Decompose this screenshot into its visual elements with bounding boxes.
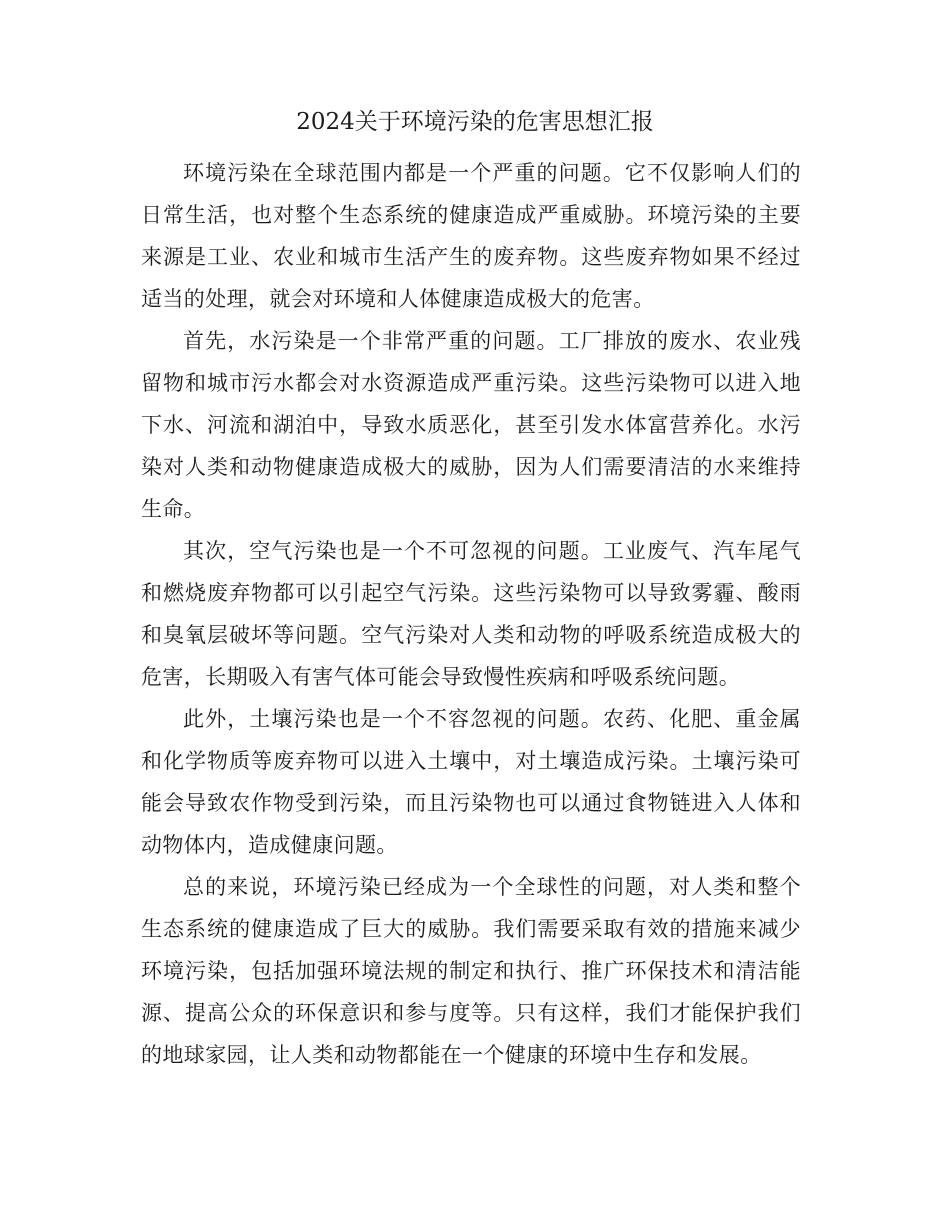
paragraph-water-pollution: 首先，水污染是一个非常严重的问题。工厂排放的废水、农业残留物和城市污水都会对水资源造成严重污染。这些污染物可以进入地下水、河流和湖泊中，导致水质恶化，甚至引发水体富营养化。水污染对人类和动物健康造成极大的威胁，因为人们需要清洁的水来维持生命。 (141, 329, 801, 521)
document-title: 2024关于环境污染的危害思想汇报 (296, 109, 654, 135)
paragraph-intro: 环境污染在全球范围内都是一个严重的问题。它不仅影响人们的日常生活，也对整个生态系统的健康造成严重威胁。环境污染的主要来源是工业、农业和城市生活产生的废弃物。这些废弃物如果不经过适当的处理，就会对环境和人体健康造成极大的危害。 (141, 161, 801, 311)
paragraph-soil-pollution: 此外，土壤污染也是一个不容忽视的问题。农药、化肥、重金属和化学物质等废弃物可以进入土壤中，对土壤造成污染。土壤污染可能会导致农作物受到污染，而且污染物也可以通过食物链进入人体和动物体内，造成健康问题。 (141, 707, 801, 857)
paragraph-conclusion: 总的来说，环境污染已经成为一个全球性的问题，对人类和整个生态系统的健康造成了巨大的威胁。我们需要采取有效的措施来减少环境污染，包括加强环境法规的制定和执行、推广环保技术和清洁能源、提高公众的环保意识和参与度等。只有这样，我们才能保护我们的地球家园，让人类和动物都能在一个健康的环境中生存和发展。 (141, 875, 801, 1067)
document-body (141, 152, 801, 1076)
paragraph-air-pollution: 其次，空气污染也是一个不可忽视的问题。工业废气、汽车尾气和燃烧废弃物都可以引起空气污染。这些污染物可以导致雾霾、酸雨和臭氧层破坏等问题。空气污染对人类和动物的呼吸系统造成极大的危害，长期吸入有害气体可能会导致慢性疾病和呼吸系统问题。 (141, 539, 801, 689)
